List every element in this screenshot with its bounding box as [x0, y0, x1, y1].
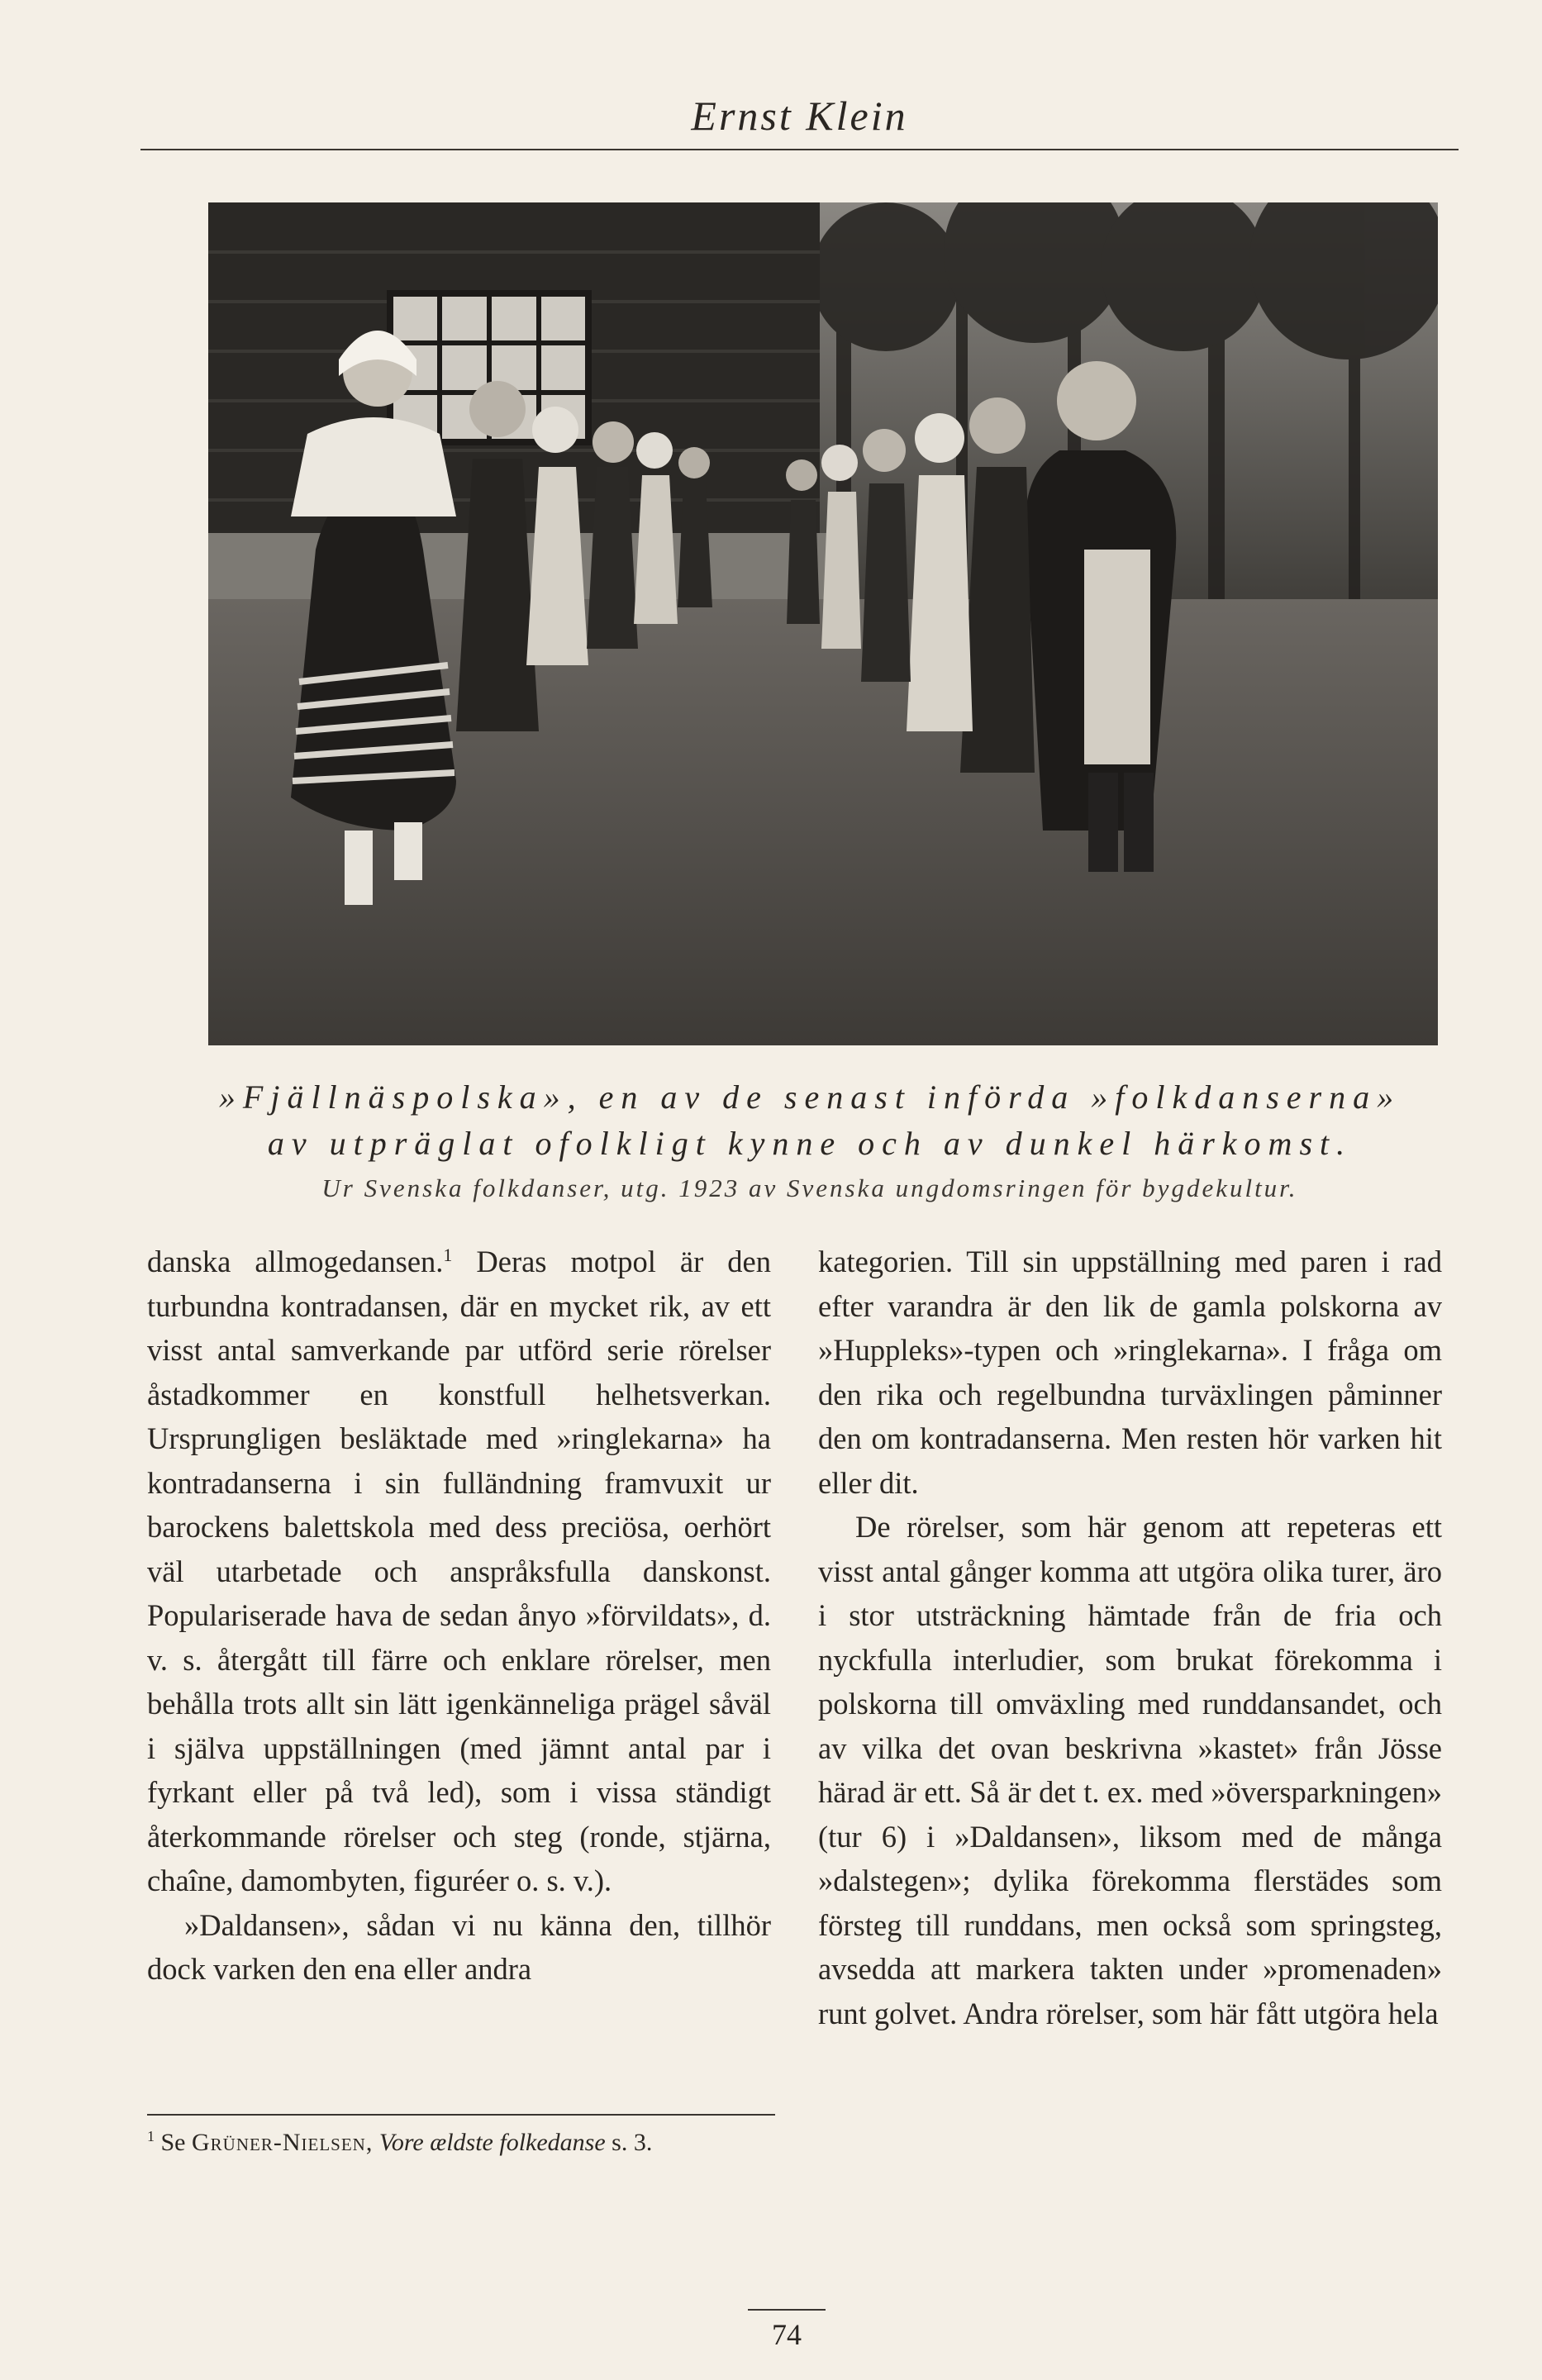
left-paragraph-1	[147, 1240, 771, 1903]
footnote-author: Grüner-Nielsen,	[192, 2129, 374, 2156]
left-paragraph-2: »Daldansen», sådan vi nu känna den, tillhör dock varken den ena eller andra	[147, 1907, 771, 1986]
footnote-divider	[147, 2114, 775, 2116]
footnote-ref: 1	[443, 1244, 453, 1265]
dance-photograph	[208, 202, 1438, 1045]
caption-line-1: »Fjällnäspolska», en av de senast införda »folkdanserna»	[218, 1078, 1402, 1116]
footnote-see: Se	[160, 2129, 186, 2156]
running-header	[140, 83, 1459, 150]
header-title: Ernst Klein	[691, 93, 908, 139]
page-number: 74	[772, 2318, 802, 2351]
left-p1-start: danska allmogedansen.	[147, 1245, 444, 1278]
footnote-marker: 1	[147, 2128, 155, 2144]
footnote	[147, 2125, 775, 2160]
caption-line-2: av utpräglat ofolkligt kynne och av dunkel härkomst.	[267, 1125, 1353, 1162]
footnote-title: Vore ældste folkedanse	[378, 2129, 606, 2156]
right-column	[818, 1240, 1442, 2035]
left-p1-rest: Deras motpol är den turbundna kontradansen, där en mycket rik, av ett visst antal samverkande par utförd serie rörelser åstadkommer en konstfull helhetsverkan. Ursprungligen besläktade med »ringlekarna» ha kontradanserna i sin fulländning framvuxit ur barockens balettskola med dess preciösa, oerhört väl utarbetade och anspråksfulla danskonst. Populariserade hava de sedan ånyo »förvildats», d. v. s. återgått till färre och enklare rörelser, men behålla trots allt sin lätt igenkänneliga prägel såväl i själva uppställningen (med jämnt antal par i fyrkant eller på två led), som i vissa ständigt återkommande rörelser och steg (ronde, stjärna, chaîne, damombyten, figuréer o. s. v.).	[147, 1245, 771, 1897]
photo-caption	[165, 1074, 1454, 1210]
caption-source: Ur Svenska folkdanser, utg. 1923 av Svenska ungdomsringen för bygdekultur.	[321, 1173, 1298, 1202]
right-paragraph-1: kategorien. Till sin uppställning med paren i rad efter varandra är den lik de gamla polskorna av »Huppleks»-typen och »ringlekarna». I fråga om den rika och regelbundna turväxlingen påminner den om kontradanserna. Men resten hör varken hit eller dit.	[818, 1245, 1442, 1500]
page-number-rule	[748, 2309, 826, 2311]
right-paragraph-2: De rörelser, som här genom att repeteras ett visst antal gånger komma att utgöra olika turer, äro i stor utsträckning hämtade från de fria och nyckfulla interludier, som brukat förekomma i polskorna till omväxling med runddansandet, och av vilka det ovan beskrivna »kastet» från Jösse härad är ett. Så är det t. ex. med »översparkningen» (tur 6) i »Daldansen», liksom med de många »dalstegen»; dylika förekomma flerstädes som försteg till runddans, men också som springsteg, avsedda att markera takten under »promenaden» runt golvet. Andra rörelser, som här fått utgöra hela	[818, 1510, 1442, 2030]
photo-illustration	[208, 202, 1438, 1045]
footnote-page: s. 3.	[612, 2129, 653, 2156]
left-column	[147, 1240, 771, 1992]
